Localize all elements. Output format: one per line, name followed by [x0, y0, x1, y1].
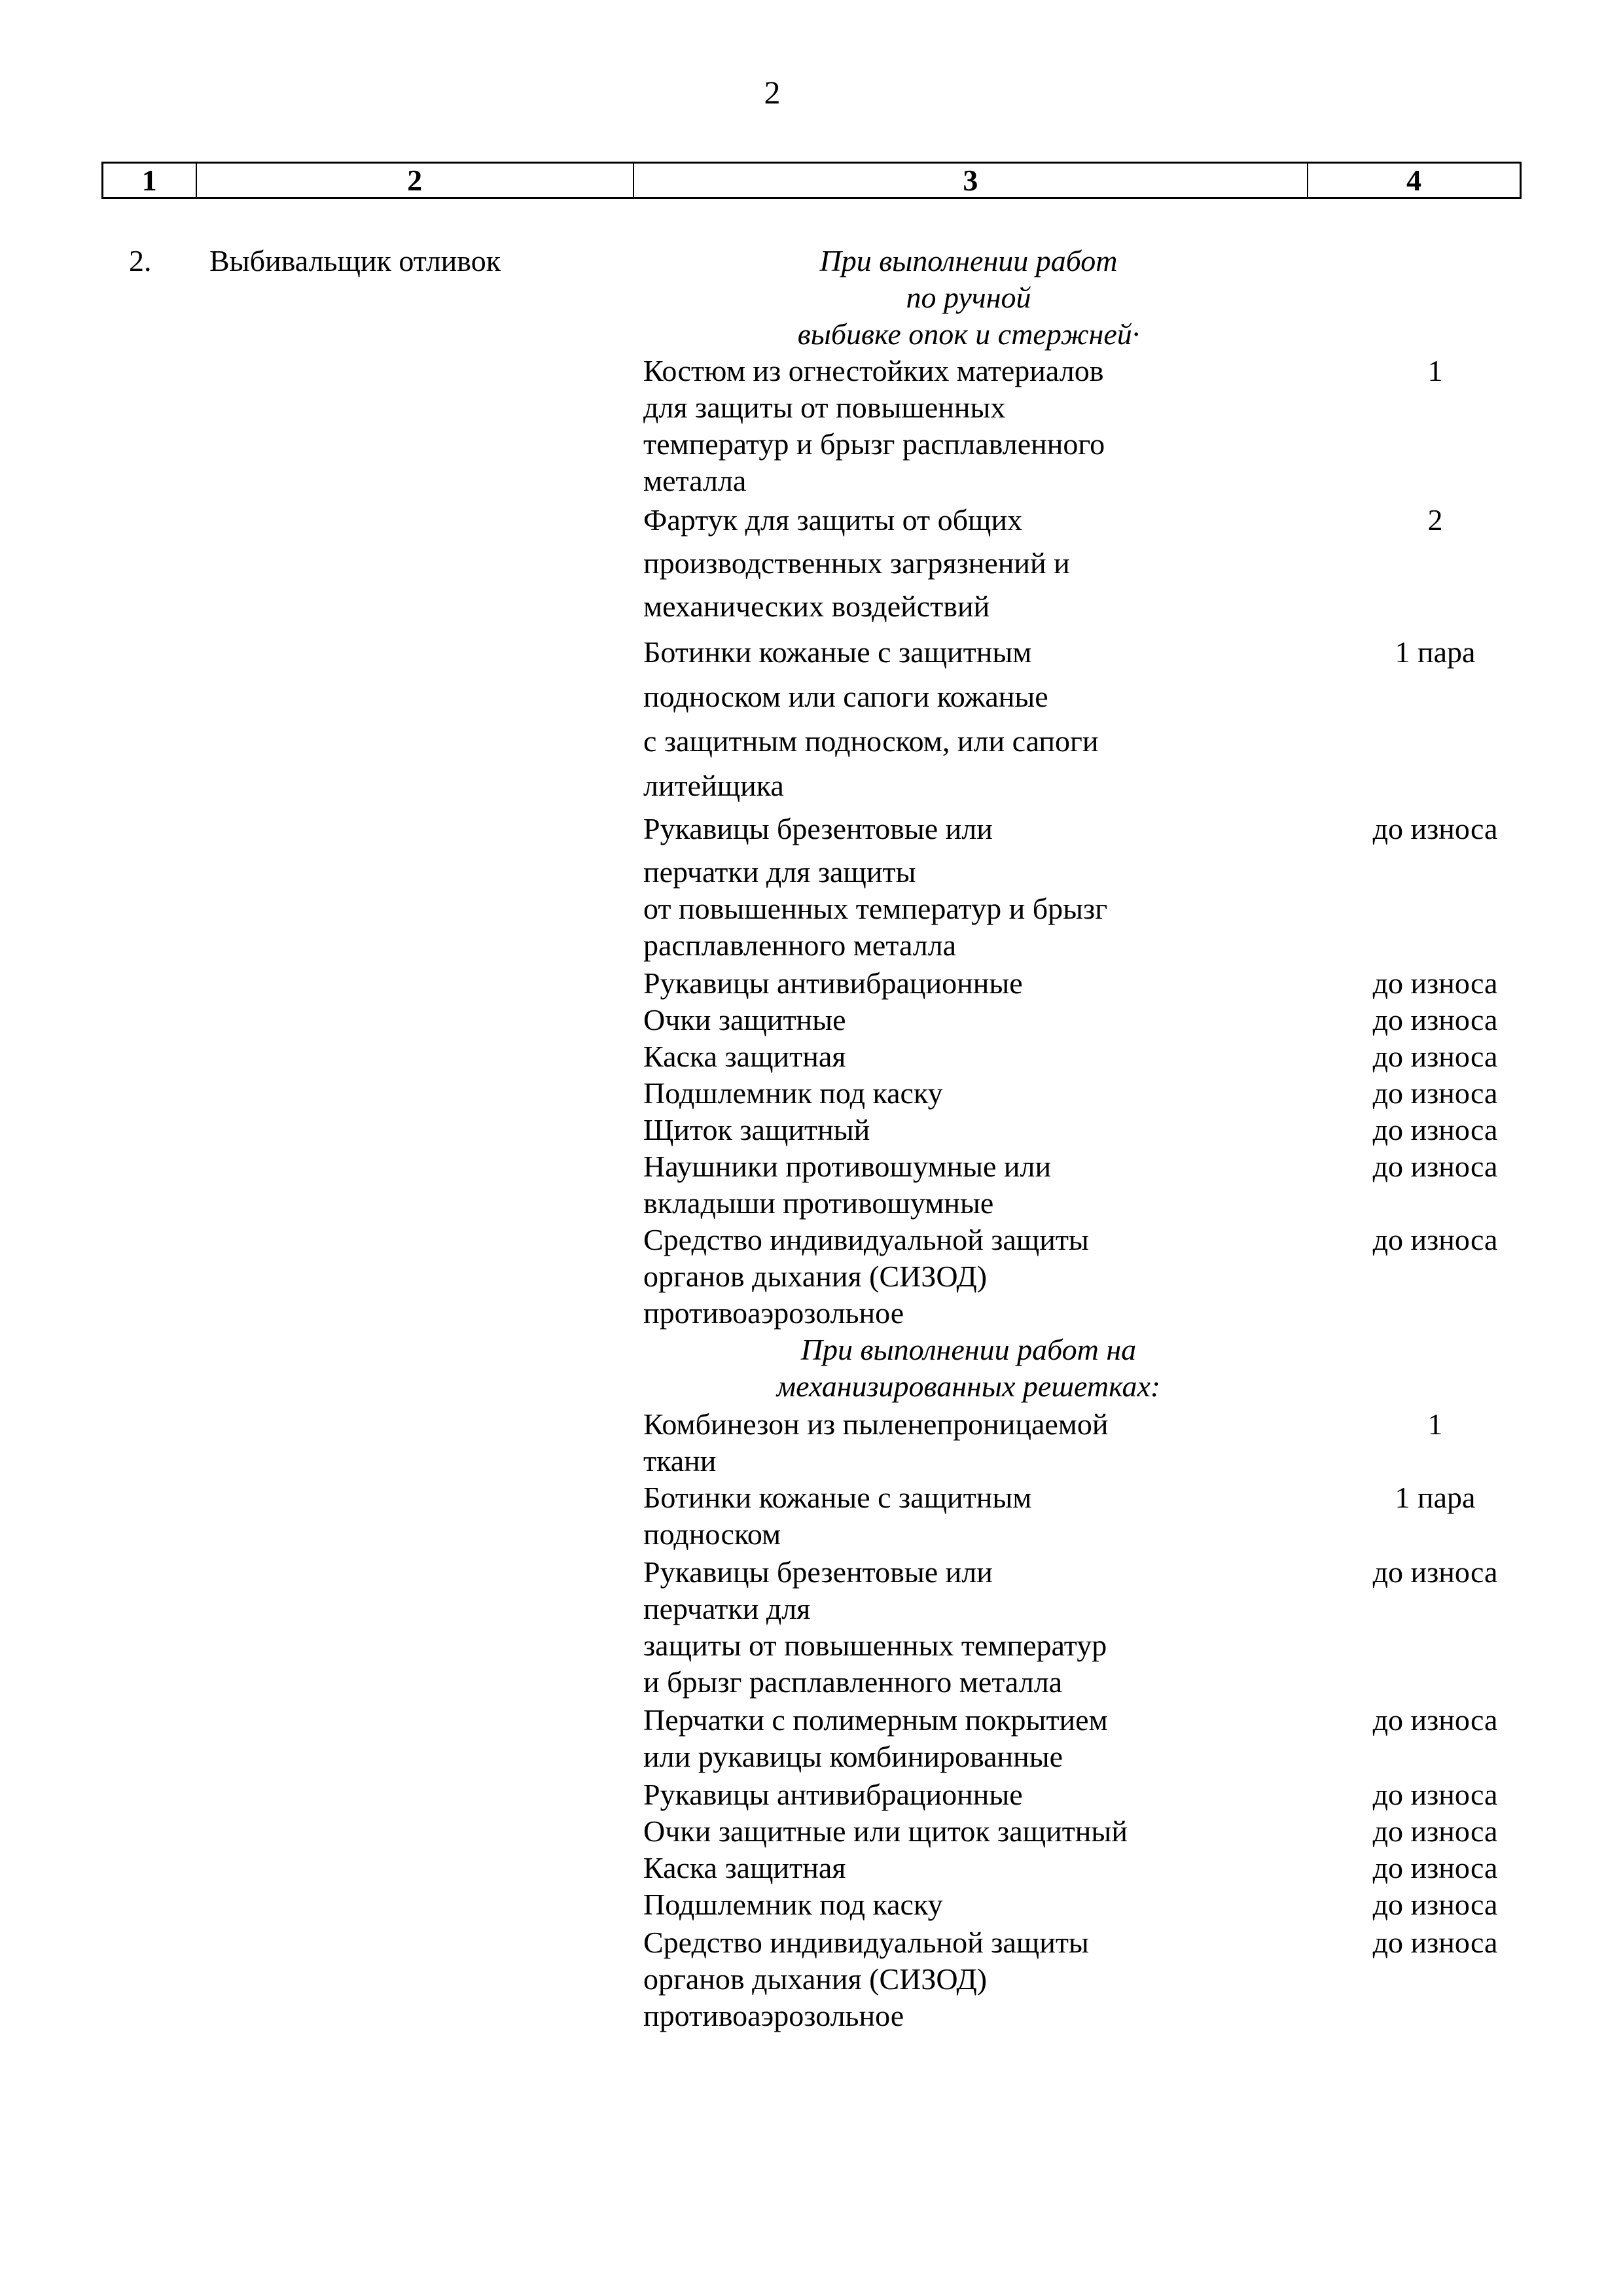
item-text: Комбинезон из пыленепроницаемой [643, 1407, 1109, 1441]
item-text: Рукавицы антивибрационные [643, 1778, 1023, 1811]
item-norm: до износа [1372, 1113, 1498, 1146]
item-text: Средство индивидуальной защиты [643, 1926, 1089, 1959]
section-heading: механизированных решетках: [776, 1369, 1161, 1403]
profession-name: Выбивальщик отливок [209, 244, 501, 277]
item-text: Каска защитная [643, 1040, 846, 1073]
item-text: с защитным подноском, или сапоги [643, 724, 1099, 758]
item-text: Ботинки кожаные с защитным [643, 635, 1032, 669]
item-text: Рукавицы брезентовые или [643, 812, 993, 845]
item-text: подноском [643, 1517, 781, 1551]
item-text: производственных загрязнений и [643, 546, 1070, 580]
item-text: от повышенных температур и брызг [643, 892, 1108, 925]
section-heading: по ручной [906, 281, 1031, 314]
item-text: Костюм из огнестойких материалов [643, 354, 1104, 387]
item-norm: 2 [1427, 503, 1443, 537]
item-text: органов дыхания (СИЗОД) [643, 1962, 988, 1996]
item-text: литейщика [643, 769, 784, 802]
item-text: противоаэрозольное [643, 1296, 904, 1330]
item-norm: до износа [1372, 1851, 1498, 1884]
item-text: расплавленного металла [643, 928, 957, 962]
item-text: ткани [643, 1444, 717, 1477]
item-text: органов дыхания (СИЗОД) [643, 1260, 988, 1293]
item-norm: 1 [1427, 1407, 1443, 1441]
header-col-3: 3 [634, 164, 1308, 197]
item-text: Очки защитные или щиток защитный [643, 1814, 1128, 1848]
item-norm: до износа [1372, 1555, 1498, 1589]
page-number: 2 [764, 74, 781, 111]
item-text: Щиток защитный [643, 1113, 870, 1146]
item-text: или рукавицы комбинированные [643, 1740, 1063, 1773]
item-text: перчатки для защиты [643, 855, 916, 889]
item-norm: до износа [1372, 1040, 1498, 1073]
section-heading: выбивке опок и стержней· [797, 317, 1140, 351]
item-text: защиты от повышенных температур [643, 1629, 1107, 1662]
section-heading: При выполнении работ [819, 244, 1118, 277]
item-text: Фартук для защиты от общих [643, 503, 1023, 537]
item-text: Ботинки кожаные с защитным [643, 1481, 1032, 1514]
item-norm: до износа [1372, 1076, 1498, 1110]
item-text: Рукавицы антивибрационные [643, 966, 1023, 1000]
item-text: подноском или сапоги кожаные [643, 680, 1048, 713]
item-text: Перчатки с полимерным покрытием [643, 1703, 1108, 1737]
header-col-1: 1 [103, 164, 197, 197]
item-text: Рукавицы брезентовые или [643, 1555, 993, 1589]
item-text: для защиты от повышенных [643, 391, 1006, 424]
item-norm: 1 пара [1395, 1481, 1476, 1514]
item-norm: до износа [1372, 1814, 1498, 1848]
item-norm: до износа [1372, 1888, 1498, 1921]
item-norm: до износа [1372, 966, 1498, 1000]
item-text: механических воздействий [643, 590, 990, 623]
table-header [101, 162, 1522, 199]
item-norm: до износа [1372, 1703, 1498, 1737]
item-text: металла [643, 464, 747, 497]
item-norm: 1 пара [1395, 635, 1476, 669]
item-text: Подшлемник под каску [643, 1076, 943, 1110]
item-norm: 1 [1427, 354, 1443, 387]
header-col-4: 4 [1406, 164, 1421, 197]
item-text: и брызг расплавленного металла [643, 1665, 1063, 1699]
item-norm: до износа [1372, 1778, 1498, 1811]
item-text: Подшлемник под каску [643, 1888, 943, 1921]
item-text: противоаэрозольное [643, 1999, 904, 2032]
item-norm: до износа [1372, 1223, 1498, 1256]
item-text: Очки защитные [643, 1003, 846, 1036]
item-text: вкладыши противошумные [643, 1186, 994, 1220]
item-text: Средство индивидуальной защиты [643, 1223, 1089, 1256]
item-norm: до износа [1372, 1003, 1498, 1036]
item-text: температур и брызг расплавленного [643, 427, 1105, 461]
item-text: Каска защитная [643, 1851, 846, 1884]
item-norm: до износа [1372, 1926, 1498, 1959]
item-norm: до износа [1372, 1150, 1498, 1183]
item-norm: до износа [1372, 812, 1498, 845]
item-text: Наушники противошумные или [643, 1150, 1052, 1183]
row-number: 2. [129, 244, 152, 277]
header-col-2: 2 [197, 164, 634, 197]
section-heading: При выполнении работ на [800, 1333, 1137, 1366]
item-text: перчатки для [643, 1592, 811, 1625]
